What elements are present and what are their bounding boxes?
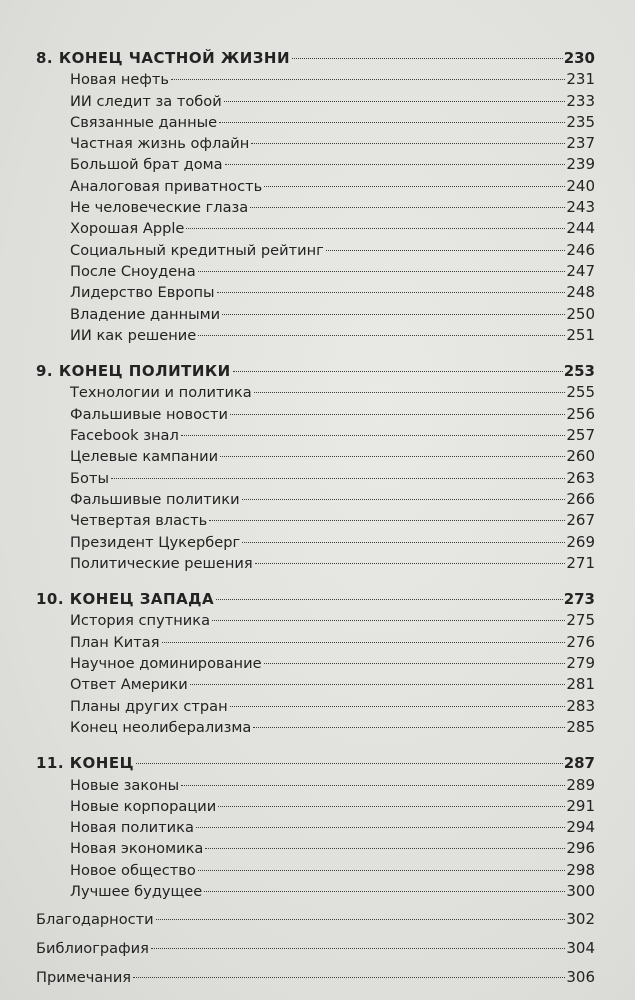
entry-title: Научное доминирование (70, 655, 262, 673)
dot-leader (251, 143, 565, 144)
page-number: 279 (566, 654, 595, 673)
toc-entry[interactable] (36, 653, 595, 674)
dot-leader (156, 919, 566, 920)
page-number: 266 (566, 489, 595, 508)
dot-leader (181, 785, 565, 786)
toc-entry[interactable] (36, 133, 595, 154)
page-number: 273 (563, 590, 595, 609)
entry-title: Технологии и политика (70, 384, 252, 402)
dot-leader (219, 122, 565, 123)
dot-leader (171, 79, 565, 80)
toc-entry[interactable] (36, 425, 595, 446)
entry-title: Большой брат дома (70, 156, 223, 174)
dot-leader (136, 763, 563, 764)
toc-entry[interactable] (36, 282, 595, 303)
dot-leader (264, 663, 566, 664)
dot-leader (230, 706, 566, 707)
entry-title: Ответ Америки (70, 676, 188, 694)
page-number: 233 (566, 91, 595, 110)
dot-leader (222, 314, 565, 315)
toc-entry[interactable] (36, 261, 595, 282)
toc-entry[interactable] (36, 468, 595, 489)
dot-leader (230, 414, 565, 415)
toc-entry[interactable] (36, 553, 595, 574)
entry-title: Библиография (36, 940, 149, 958)
dot-leader (216, 599, 563, 600)
toc-entry[interactable] (36, 696, 595, 717)
page-number: 281 (566, 675, 595, 694)
entry-title: Новая политика (70, 819, 194, 837)
page-number: 257 (566, 426, 595, 445)
page-number: 237 (566, 134, 595, 153)
toc-entry[interactable] (36, 532, 595, 553)
entry-title: Не человеческие глаза (70, 199, 249, 217)
dot-leader (326, 250, 566, 251)
page-number: 276 (566, 632, 595, 651)
entry-title: Лидерство Европы (70, 284, 215, 302)
back-matter-entry[interactable] (36, 936, 595, 960)
dot-leader (186, 228, 565, 229)
toc-entry[interactable] (36, 91, 595, 112)
entry-title: Новые законы (70, 776, 180, 794)
toc-entry[interactable] (36, 796, 595, 817)
page-number: 298 (566, 860, 595, 879)
dot-leader (250, 207, 565, 208)
dot-leader (233, 371, 563, 372)
page-number: 230 (563, 49, 595, 67)
chapter-heading[interactable] (36, 589, 595, 610)
chapter-title: 11. КОНЕЦ (36, 754, 135, 773)
dot-leader (254, 392, 566, 393)
dot-leader (181, 435, 566, 436)
page-number: 283 (566, 696, 595, 715)
dot-leader (198, 870, 566, 871)
entry-title: Владение данными (70, 305, 221, 323)
toc-entry[interactable] (36, 817, 595, 838)
page-number: 247 (566, 261, 595, 280)
entry-title: Четвертая власть (70, 512, 208, 530)
table-of-contents (36, 48, 595, 989)
dot-leader (212, 620, 565, 621)
dot-leader (225, 164, 566, 165)
toc-entry[interactable] (36, 382, 595, 403)
entry-title: Примечания (36, 969, 132, 987)
page-number: 294 (566, 818, 595, 837)
page-number: 296 (566, 839, 595, 858)
page-number: 235 (566, 112, 595, 131)
page-number: 302 (566, 910, 595, 929)
dot-leader (217, 292, 566, 293)
entry-title: Лучшее будущее (70, 882, 203, 900)
toc-entry[interactable] (36, 860, 595, 881)
page-number: 231 (566, 70, 595, 89)
toc-entry[interactable] (36, 154, 595, 175)
toc-entry[interactable] (36, 510, 595, 531)
entry-title: Целевые кампании (70, 448, 219, 466)
entry-title: ИИ как решение (70, 326, 197, 344)
dot-leader (190, 684, 566, 685)
dot-leader (224, 101, 566, 102)
entry-title: Фальшивые новости (70, 405, 229, 423)
page-number: 275 (566, 611, 595, 630)
page-number: 271 (566, 553, 595, 572)
page-number: 246 (566, 240, 595, 259)
dot-leader (242, 542, 565, 543)
chapter-heading[interactable] (36, 361, 595, 382)
dot-leader (196, 827, 565, 828)
chapter-title: 8. КОНЕЦ ЧАСТНОЙ ЖИЗНИ (36, 49, 291, 67)
back-matter-entry[interactable] (36, 907, 595, 931)
entry-title: Хорошая Apple (70, 220, 185, 238)
dot-leader (220, 456, 565, 457)
dot-leader (253, 727, 565, 728)
toc-entry[interactable] (36, 632, 595, 653)
page-number: 269 (566, 532, 595, 551)
toc-entry[interactable] (36, 240, 595, 261)
dot-leader (151, 948, 566, 949)
dot-leader (209, 520, 565, 521)
page-number: 244 (566, 219, 595, 238)
entry-title: Facebook знал (70, 427, 179, 445)
page-number: 250 (566, 304, 595, 323)
page-number: 240 (566, 176, 595, 195)
page-number: 285 (566, 717, 595, 736)
toc-entry[interactable] (36, 325, 595, 346)
page-number: 251 (566, 325, 595, 344)
entry-title: Новая нефть (70, 71, 169, 89)
page-number: 291 (566, 796, 595, 815)
entry-title: Президент Цукерберг (70, 533, 241, 551)
page-number: 260 (566, 447, 595, 466)
page-number: 253 (563, 362, 595, 381)
entry-title: Частная жизнь офлайн (70, 135, 250, 153)
entry-title: Социальный кредитный рейтинг (70, 241, 324, 259)
page-number: 287 (563, 754, 595, 773)
toc-entry[interactable] (36, 197, 595, 218)
toc-entry[interactable] (36, 717, 595, 738)
page-number: 248 (566, 283, 595, 302)
page-number: 306 (566, 968, 595, 987)
dot-leader (218, 806, 565, 807)
page-number: 239 (566, 155, 595, 174)
chapter-heading[interactable] (36, 753, 595, 774)
toc-entry[interactable] (36, 775, 595, 796)
entry-title: ИИ следит за тобой (70, 92, 222, 110)
toc-entry[interactable] (36, 674, 595, 695)
entry-title: Боты (70, 469, 109, 487)
toc-entry[interactable] (36, 176, 595, 197)
entry-title: После Сноудена (70, 262, 196, 280)
page-number: 243 (566, 198, 595, 217)
entry-title: Благодарности (36, 911, 154, 929)
entry-title: Новая экономика (70, 840, 204, 858)
dot-leader (198, 271, 566, 272)
page-number: 304 (566, 939, 595, 958)
entry-title: Конец неолиберализма (70, 718, 252, 736)
page-number: 300 (566, 881, 595, 900)
page-number: 263 (566, 468, 595, 487)
page-number: 267 (566, 511, 595, 530)
entry-title: Политические решения (70, 554, 253, 572)
chapter-title: 10. КОНЕЦ ЗАПАДА (36, 590, 215, 609)
dot-leader (111, 478, 565, 479)
toc-entry[interactable] (36, 446, 595, 467)
toc-entry[interactable] (36, 610, 595, 631)
dot-leader (162, 642, 566, 643)
entry-title: Новое общество (70, 861, 196, 879)
entry-title: История спутника (70, 612, 211, 630)
dot-leader (204, 891, 565, 892)
page-number: 256 (566, 404, 595, 423)
toc-entry[interactable] (36, 112, 595, 133)
entry-title: Новые корпорации (70, 797, 217, 815)
dot-leader (133, 977, 565, 978)
toc-entry[interactable] (36, 489, 595, 510)
page-number: 255 (566, 383, 595, 402)
entry-title: Планы других стран (70, 697, 228, 715)
dot-leader (255, 563, 566, 564)
chapter-title: 9. КОНЕЦ ПОЛИТИКИ (36, 362, 231, 381)
dot-leader (198, 335, 565, 336)
toc-entry[interactable] (36, 838, 595, 859)
toc-entry[interactable] (36, 404, 595, 425)
entry-title: План Китая (70, 633, 160, 651)
page-number: 289 (566, 775, 595, 794)
toc-entry[interactable] (36, 881, 595, 902)
toc-entry[interactable] (36, 218, 595, 239)
dot-leader (292, 58, 563, 59)
dot-leader (242, 499, 566, 500)
entry-title: Аналоговая приватность (70, 177, 263, 195)
dot-leader (205, 848, 565, 849)
toc-entry[interactable] (36, 304, 595, 325)
chapter-heading[interactable] (36, 48, 595, 69)
toc-entry[interactable] (36, 69, 595, 90)
entry-title: Связанные данные (70, 113, 218, 131)
dot-leader (264, 186, 565, 187)
entry-title: Фальшивые политики (70, 490, 240, 508)
back-matter-entry[interactable] (36, 965, 595, 989)
